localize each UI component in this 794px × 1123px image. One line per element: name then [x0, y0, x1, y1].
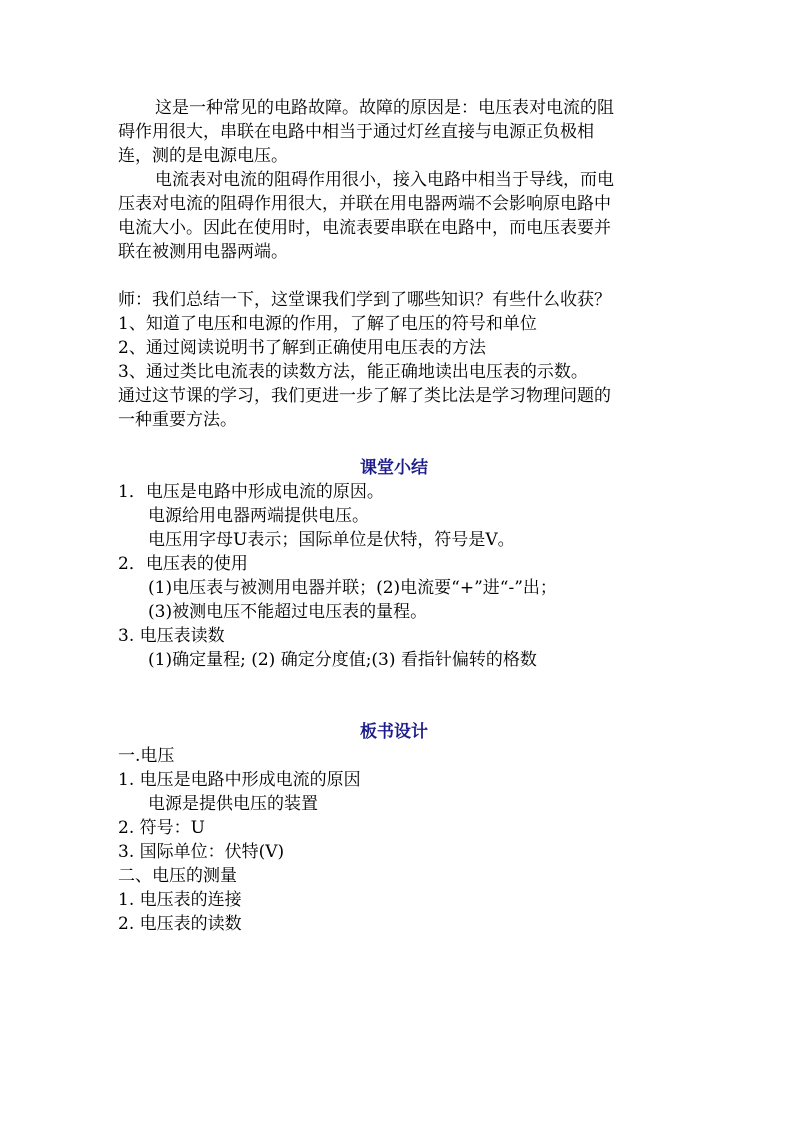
board-line: 2. 符号：U — [118, 818, 205, 838]
spacer — [118, 696, 670, 720]
board-line: 二、电压的测量 — [118, 866, 237, 886]
board-line: 1. 电压表的连接 — [118, 890, 242, 910]
summary-point: 1．电压是电路中形成电流的原因。 — [118, 482, 384, 502]
text-line: 压表对电流的阻碍作用很大，并联在用电器两端不会影响原电路中 — [118, 194, 611, 214]
text-line: 电流表对电流的阻碍作用很小，接入电路中相当于导线，而电 — [155, 170, 614, 190]
intro-paragraph-2 — [118, 168, 670, 264]
summary-item: 3、通过类比电流表的读数方法，能正确地读出电压表的示数。 — [118, 362, 588, 382]
section-heading: 课堂小结 — [360, 458, 428, 478]
board-line: 电源是提供电压的装置 — [148, 794, 318, 814]
text-line: 电流大小。因此在使用时，电流表要串联在电路中，而电压表要并 — [118, 218, 611, 238]
summary-point: 3. 电压表读数 — [118, 626, 225, 646]
summary-subpoint: 电源给用电器两端提供电压。 — [148, 506, 369, 526]
document-page — [118, 96, 670, 936]
spacer — [118, 672, 670, 696]
text-line: 这是一种常见的电路故障。故障的原因是：电压表对电流的阻 — [155, 98, 614, 118]
text-line: 通过这节课的学习，我们更进一步了解了类比法是学习物理问题的 — [118, 386, 611, 406]
text-line: 碍作用很大，串联在电路中相当于通过灯丝直接与电源正负极相 — [118, 122, 594, 142]
board-line: 一.电压 — [118, 746, 175, 766]
text-line: 连，测的是电源电压。 — [118, 146, 288, 166]
class-summary-section — [118, 456, 670, 672]
spacer — [118, 432, 670, 456]
spacer — [118, 264, 670, 288]
summary-subpoint: 电压用字母U表示；国际单位是伏特，符号是V。 — [148, 530, 515, 550]
text-line: 一种重要方法。 — [118, 410, 237, 430]
summary-point: 2．电压表的使用 — [118, 554, 248, 574]
board-design-section — [118, 720, 670, 936]
summary-subpoint: (1)电压表与被测用电器并联；(2)电流要“+”进“-”出； — [148, 578, 557, 598]
text-line: 联在被测用电器两端。 — [118, 242, 288, 262]
teacher-question: 师：我们总结一下，这堂课我们学到了哪些知识？有些什么收获？ — [118, 290, 611, 310]
section-heading: 板书设计 — [360, 722, 428, 742]
summary-subpoint: (1)确定量程; (2) 确定分度值;(3) 看指针偏转的格数 — [148, 650, 537, 670]
board-line: 2. 电压表的读数 — [118, 914, 242, 934]
summary-item: 1、知道了电压和电源的作用，了解了电压的符号和单位 — [118, 314, 537, 334]
teacher-summary — [118, 288, 670, 432]
summary-item: 2、通过阅读说明书了解到正确使用电压表的方法 — [118, 338, 486, 358]
summary-subpoint: (3)被测电压不能超过电压表的量程。 — [148, 602, 428, 622]
board-line: 1. 电压是电路中形成电流的原因 — [118, 770, 361, 790]
intro-paragraph-1 — [118, 96, 670, 168]
board-line: 3. 国际单位：伏特(V) — [118, 842, 285, 862]
